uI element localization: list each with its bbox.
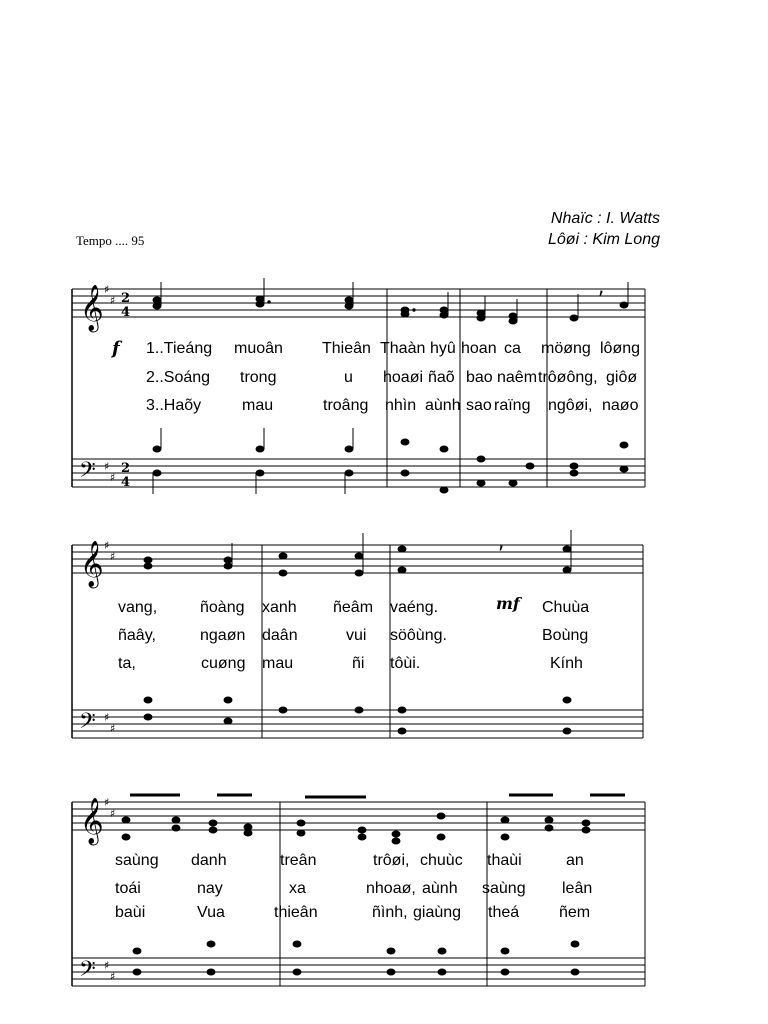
svg-text:♯: ♯	[110, 294, 116, 307]
lyric-word: ngôøi,	[548, 397, 593, 414]
lyric-word: ta,	[118, 655, 136, 672]
lyric-word: ñeâm	[333, 599, 374, 616]
composer-credit: Nhaïc : I. Watts	[550, 210, 660, 227]
svg-text:♯: ♯	[110, 471, 116, 484]
lyric-word: Thaàn	[380, 340, 426, 357]
svg-text:♯: ♯	[110, 550, 116, 563]
lyric-word: aùnh	[422, 880, 458, 897]
svg-text:♯: ♯	[104, 796, 110, 809]
lyric-word: theá	[488, 904, 520, 921]
dynamic-mezzo-forte: mf	[496, 594, 520, 613]
lyric-word: 3..Haõy	[146, 397, 202, 414]
svg-text:♯: ♯	[104, 539, 110, 552]
lyric-word: toái	[115, 880, 141, 897]
lyric-word: Kính	[550, 655, 583, 672]
lyric-word: baùi	[115, 904, 146, 921]
lyric-word: 2..Soáng	[146, 369, 211, 386]
system-2-bass-staff	[72, 710, 643, 738]
bass-clef-icon: 𝄢	[79, 957, 96, 987]
system-3-bass-staff	[72, 958, 645, 986]
svg-text:♯: ♯	[110, 970, 116, 983]
lyric-word: ñình,	[372, 904, 408, 921]
treble-clef-icon: 𝄞	[80, 798, 104, 844]
lyric-word: vang,	[118, 599, 158, 616]
lyric-word: bao	[466, 369, 493, 386]
lyric-word: treân	[280, 852, 317, 869]
lyric-word: ñaõ	[428, 369, 455, 386]
lyric-word: aùnh	[425, 397, 461, 414]
svg-text:♯: ♯	[110, 722, 116, 735]
lyric-word: ca	[504, 340, 521, 357]
lyric-word: xanh	[262, 599, 297, 616]
lyric-word: trôøi,	[373, 852, 410, 869]
lyric-word: ñi	[352, 655, 365, 672]
svg-text:♯: ♯	[104, 283, 110, 296]
svg-text:♯: ♯	[104, 959, 110, 972]
lyric-word: danh	[191, 852, 227, 869]
lyric-word: Boùng	[542, 627, 589, 644]
bass-clef-icon: 𝄢	[79, 709, 96, 739]
lyric-word: giôø	[606, 369, 638, 386]
svg-text:♯: ♯	[104, 711, 110, 724]
lyricist-credit: Lôøi : Kim Long	[547, 231, 660, 248]
lyric-word: chuùc	[420, 852, 463, 869]
lyric-word: ngaøn	[200, 627, 246, 644]
lyric-word: tôùi.	[390, 655, 421, 672]
lyric-word: u	[344, 369, 353, 386]
treble-clef-icon: 𝄞	[80, 285, 104, 331]
lyric-word: sao	[466, 397, 492, 414]
lyric-word: hoaøi	[383, 369, 424, 386]
svg-text:2: 2	[121, 291, 131, 306]
lyric-word: saùng	[482, 880, 526, 897]
lyric-word: Thieân	[322, 340, 371, 357]
lyric-word: 1..Tieáng	[146, 340, 213, 357]
lyric-word: vui	[346, 627, 367, 644]
lyric-word: daân	[262, 627, 298, 644]
lyric-word: nhoaø,	[366, 880, 416, 897]
lyric-word: thaùi	[487, 852, 522, 869]
lyric-word: möøng	[541, 340, 591, 357]
lyric-word: ñaây,	[118, 627, 156, 644]
treble-clef-icon: 𝄞	[80, 541, 104, 587]
lyric-word: hoan	[461, 340, 497, 357]
lyric-word: söôùng.	[390, 627, 447, 644]
lyric-word: muoân	[234, 340, 283, 357]
svg-text:♯: ♯	[104, 460, 110, 473]
lyric-word: nhìn	[385, 397, 417, 414]
lyric-word: thieân	[274, 904, 318, 921]
lyric-word: vaéng.	[390, 599, 439, 616]
bass-clef-icon: 𝄢	[79, 458, 96, 488]
lyric-word: nay	[197, 880, 223, 897]
svg-text:♯: ♯	[110, 807, 116, 820]
lyric-word: an	[566, 852, 584, 869]
lyric-word: cuøng	[201, 655, 246, 672]
system-1-barlines	[72, 289, 645, 487]
lyric-word: naøo	[602, 397, 639, 414]
lyric-word: mau	[242, 397, 274, 414]
lyric-word: ñem	[559, 904, 591, 921]
time-signature	[121, 291, 130, 490]
system-3-treble-staff	[72, 802, 645, 830]
svg-text:,: ,	[598, 274, 605, 298]
lyric-word: ñoàng	[200, 599, 245, 616]
lyric-word: raïng	[494, 397, 531, 414]
dynamic-forte: f	[112, 338, 120, 359]
lyric-word: xa	[289, 880, 306, 897]
tempo-marking: Tempo .... 95	[76, 233, 145, 248]
lyric-word: leân	[562, 880, 593, 897]
lyric-word: Chuùa	[542, 599, 590, 616]
lyric-word: saùng	[115, 852, 159, 869]
svg-text:4: 4	[121, 475, 131, 490]
lyric-word: trôøông,	[538, 369, 598, 386]
svg-text:2: 2	[121, 461, 131, 476]
lyric-word: Vua	[197, 904, 225, 921]
svg-text:,: ,	[498, 529, 505, 553]
key-signature-sharps	[104, 283, 115, 983]
lyric-word: lôøng	[600, 340, 641, 357]
lyric-word: mau	[262, 655, 294, 672]
lyric-word: troâng	[323, 397, 369, 414]
lyric-word: trong	[240, 369, 277, 386]
lyric-word: giaùng	[413, 904, 462, 921]
svg-text:4: 4	[121, 305, 131, 320]
lyric-word: hyû	[430, 340, 456, 357]
lyric-word: naêm	[497, 369, 538, 386]
